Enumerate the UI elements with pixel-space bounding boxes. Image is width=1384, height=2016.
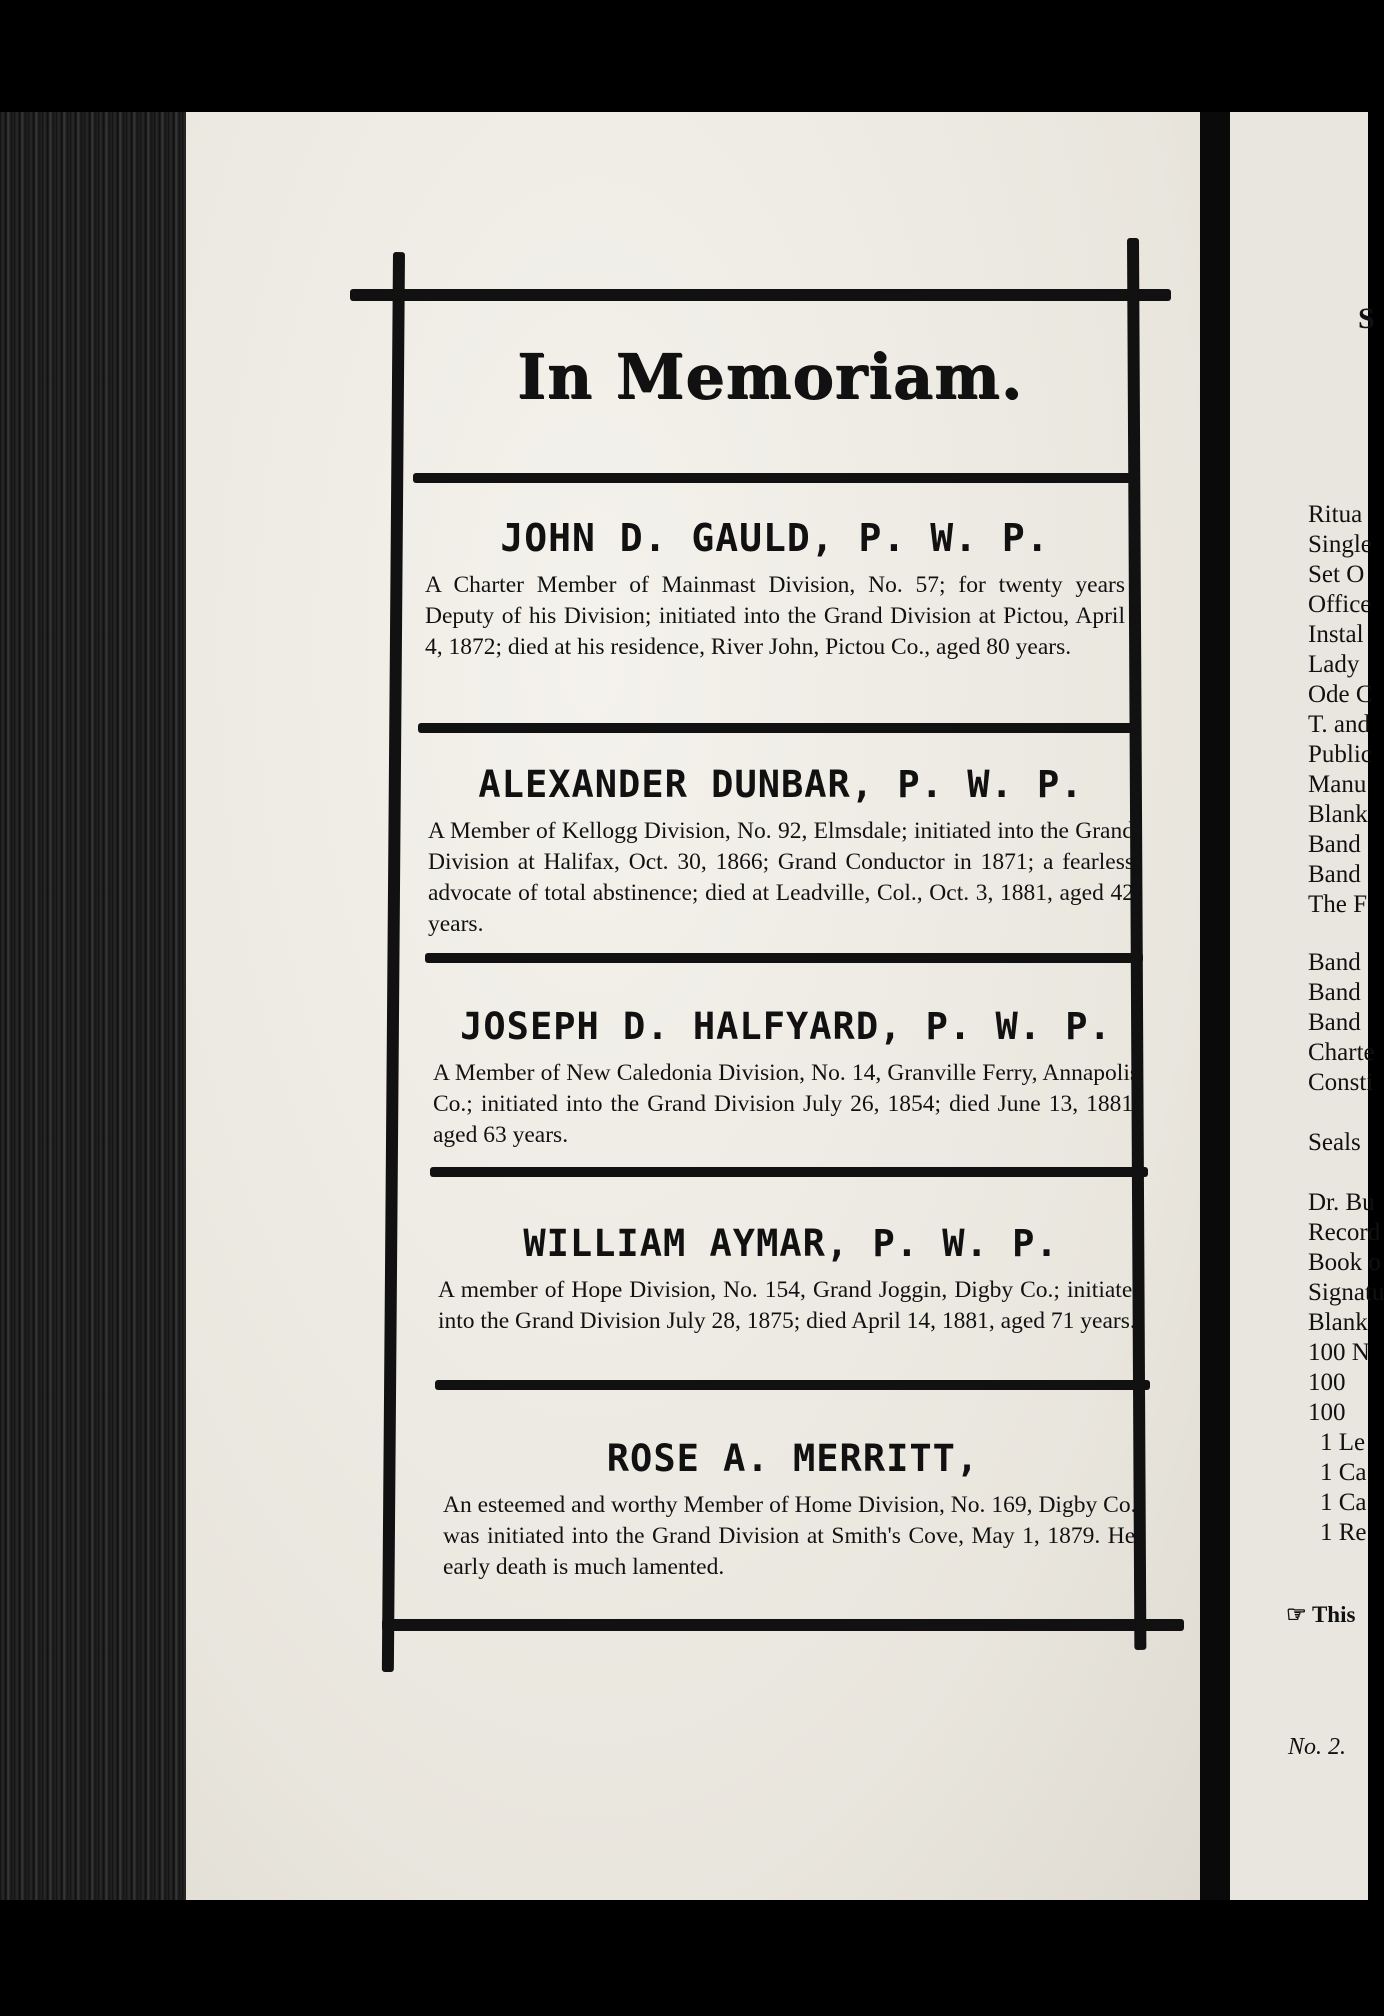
right-page-line: Office xyxy=(1308,591,1372,618)
right-page-line: Band xyxy=(1308,979,1361,1006)
entry-text: A Member of New Caledonia Division, No. 14, Granville Ferry, Annapolis Co.; initiated into the Grand Division July 26, 1854; died June 13, 1881, aged 63 years. xyxy=(433,1060,1139,1148)
right-page-line: Band xyxy=(1308,861,1361,888)
right-page-line: Set O xyxy=(1308,561,1365,588)
right-page-line: Blank xyxy=(1308,801,1368,828)
right-page-line: Manu xyxy=(1308,771,1367,798)
right-page-line: 1 Ca xyxy=(1320,1489,1367,1516)
right-page-note: ☞ This xyxy=(1286,1602,1356,1627)
entry-text: A member of Hope Division, No. 154, Grand Joggin, Digby Co.; initiated into the Grand Division July 28, 1875; died April 14, 1881, aged 71 years. xyxy=(438,1277,1144,1334)
section-divider xyxy=(435,1380,1150,1390)
right-page-line: Band xyxy=(1308,831,1361,858)
right-page-line: Single xyxy=(1308,531,1372,558)
frame-bottom-rule xyxy=(382,1619,1184,1631)
right-page-line: Ode C xyxy=(1308,681,1373,708)
memorial-entry xyxy=(443,1437,1143,1583)
right-page-line: 1 Le xyxy=(1320,1429,1366,1456)
entry-text: An esteemed and worthy Member of Home Division, No. 169, Digby Co.; was initiated into the Grand Division at Smith's Cove, May 1, 1879. Her early death is much lamented. xyxy=(443,1492,1143,1580)
right-page-line: Consti xyxy=(1308,1069,1374,1096)
in-memoriam-heading: In Memoriam. xyxy=(516,340,1024,413)
right-page-line: Charte xyxy=(1308,1039,1375,1066)
entry-text: A Charter Member of Mainmast Division, No. 57; for twenty years Deputy of his Division; initiated into the Grand Division at Pictou, April 4, 1872; died at his residence, River John, Pictou Co., aged 80 years. xyxy=(425,572,1125,660)
right-page-line: 100 xyxy=(1308,1399,1346,1426)
right-page-line: The F xyxy=(1308,891,1368,918)
entry-name: JOSEPH D. HALFYARD, P. W. P. xyxy=(460,1005,1112,1048)
right-page-line: 100 xyxy=(1308,1369,1346,1396)
right-page-heading-fragment: S xyxy=(1358,302,1375,335)
entry-name: ALEXANDER DUNBAR, P. W. P. xyxy=(478,763,1084,806)
right-page-line: Lady xyxy=(1308,651,1360,678)
right-page xyxy=(1230,112,1384,1902)
entry-name: JOHN D. GAULD, P. W. P. xyxy=(500,516,1050,560)
entry-text: A Member of Kellogg Division, No. 92, Elmsdale; initiated into the Grand Division at Halifax, Oct. 30, 1866; Grand Conductor in 1871; a fearless advocate of total abstinence; died at Leadville, Col., Oct. 3, 1881, aged 42 years. xyxy=(428,818,1134,937)
right-page-line: Signatu xyxy=(1308,1279,1384,1306)
right-page-line: Book o xyxy=(1308,1249,1381,1276)
book-gutter xyxy=(1200,112,1230,1902)
right-page-line: Band xyxy=(1308,949,1361,976)
right-page-line: Public xyxy=(1308,741,1372,768)
entry-name: ROSE A. MERRITT, xyxy=(606,1437,980,1480)
right-page-line: Instal xyxy=(1308,621,1364,648)
memorial-entry xyxy=(428,763,1134,940)
scan-bottom-margin xyxy=(0,1900,1368,2016)
right-page-line: Dr. Bu xyxy=(1308,1189,1375,1216)
right-page-line: Seals xyxy=(1308,1129,1361,1156)
right-page-line: 1 Ca xyxy=(1320,1459,1367,1486)
section-divider xyxy=(430,1167,1148,1177)
right-page-line: Ritua xyxy=(1308,501,1363,528)
frame-top-rule xyxy=(350,289,1171,301)
right-page-footer: No. 2. xyxy=(1288,1734,1347,1760)
right-page-line: 1 Re xyxy=(1320,1519,1367,1546)
memorial-entry xyxy=(425,516,1125,663)
section-divider xyxy=(418,723,1138,733)
right-page-line: 100 N xyxy=(1308,1339,1370,1366)
right-page-line: T. and xyxy=(1308,711,1371,738)
memorial-entry xyxy=(433,1005,1139,1151)
right-page-line: Blank xyxy=(1308,1309,1368,1336)
memorial-entry xyxy=(438,1222,1144,1337)
section-divider xyxy=(413,473,1135,483)
entry-name: WILLIAM AYMAR, P. W. P. xyxy=(523,1222,1059,1265)
right-page-line: Record xyxy=(1308,1219,1381,1246)
scan-top-margin xyxy=(0,0,1368,110)
section-divider xyxy=(425,953,1143,963)
right-page-line: Band xyxy=(1308,1009,1361,1036)
